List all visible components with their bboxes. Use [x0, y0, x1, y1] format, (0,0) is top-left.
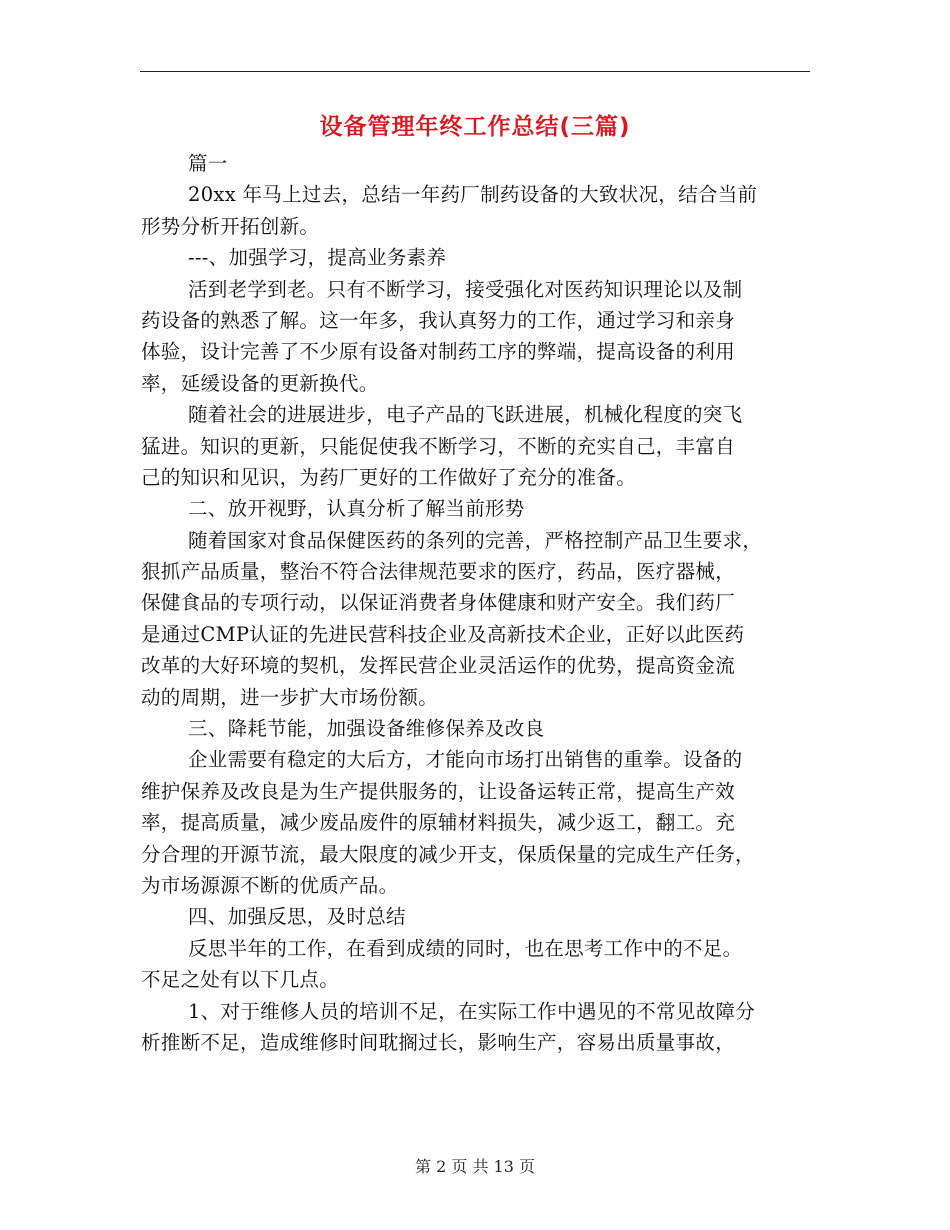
text-line: 篇一 — [188, 152, 228, 175]
text-line: 三、降耗节能，加强设备维修保养及改良 — [188, 717, 545, 741]
text-line: 改革的大好环境的契机，发挥民营企业灵活运作的优势，提高资金流 — [141, 654, 736, 678]
text-line: 动的周期，进一步扩大市场份额。 — [141, 685, 439, 709]
document-body — [141, 148, 809, 1058]
text-line: ---、加强学习，提高业务素养 — [188, 246, 447, 270]
text-line: 随着社会的进展进步，电子产品的飞跃进展，机械化程度的突飞 — [188, 403, 743, 427]
text-line: 不足之处有以下几点。 — [141, 968, 340, 992]
text-line: 分合理的开源节流，最大限度的减少开支，保质保量的完成生产任务， — [141, 842, 755, 866]
text-line: 药设备的熟悉了解。这一年多，我认真努力的工作，通过学习和亲身 — [141, 308, 736, 332]
text-line: 反思半年的工作，在看到成绩的同时，也在思考工作中的不足。 — [188, 936, 743, 960]
text-line: 活到老学到老。只有不断学习，接受强化对医药知识理论以及制 — [188, 277, 743, 301]
text-line: 率，延缓设备的更新换代。 — [141, 371, 379, 395]
text-line: 1、对于维修人员的培训不足，在实际工作中遇见的不常见故障分 — [188, 999, 756, 1023]
text-line: 二、放开视野，认真分析了解当前形势 — [188, 497, 525, 521]
text-line: 体验，设计完善了不少原有设备对制药工序的弊端，提高设备的利用 — [141, 340, 736, 364]
text-line: 率，提高质量，减少废品废件的原辅材料损失，减少返工，翻工。充 — [141, 811, 736, 835]
header-rule — [140, 71, 810, 72]
text-line: 析推断不足，造成维修时间耽搁过长，影响生产，容易出质量事故， — [141, 1030, 736, 1054]
text-line: 保健食品的专项行动，以保证消费者身体健康和财产安全。我们药厂 — [141, 591, 736, 615]
text-line: 企业需要有稳定的大后方，才能向市场打出销售的重拳。设备的 — [188, 748, 743, 772]
text-line: 随着国家对食品保健医药的条列的完善，严格控制产品卫生要求， — [188, 528, 763, 552]
text-line: 20xx 年马上过去，总结一年药厂制药设备的大致状况，结合当前 — [188, 183, 758, 207]
text-line: 四、加强反思，及时总结 — [188, 905, 406, 929]
text-line: 猛进。知识的更新，只能促使我不断学习，不断的充实自己，丰富自 — [141, 434, 736, 458]
text-line: 己的知识和见识，为药厂更好的工作做好了充分的准备。 — [141, 465, 637, 489]
page-footer: 第 2 页 共 13 页 — [415, 1157, 535, 1176]
text-line: 为市场源源不断的优质产品。 — [141, 873, 399, 897]
text-line: 是通过CMP认证的先进民营科技企业及高新技术企业，正好以此医药 — [141, 622, 745, 646]
document-title: 设备管理年终工作总结(三篇) — [319, 114, 631, 140]
text-line: 维护保养及改良是为生产提供服务的，让设备运转正常，提高生产效 — [141, 779, 736, 803]
text-line: 形势分析开拓创新。 — [141, 214, 320, 238]
text-line: 狠抓产品质量，整治不符合法律规范要求的医疗，药品，医疗器械， — [141, 560, 736, 584]
